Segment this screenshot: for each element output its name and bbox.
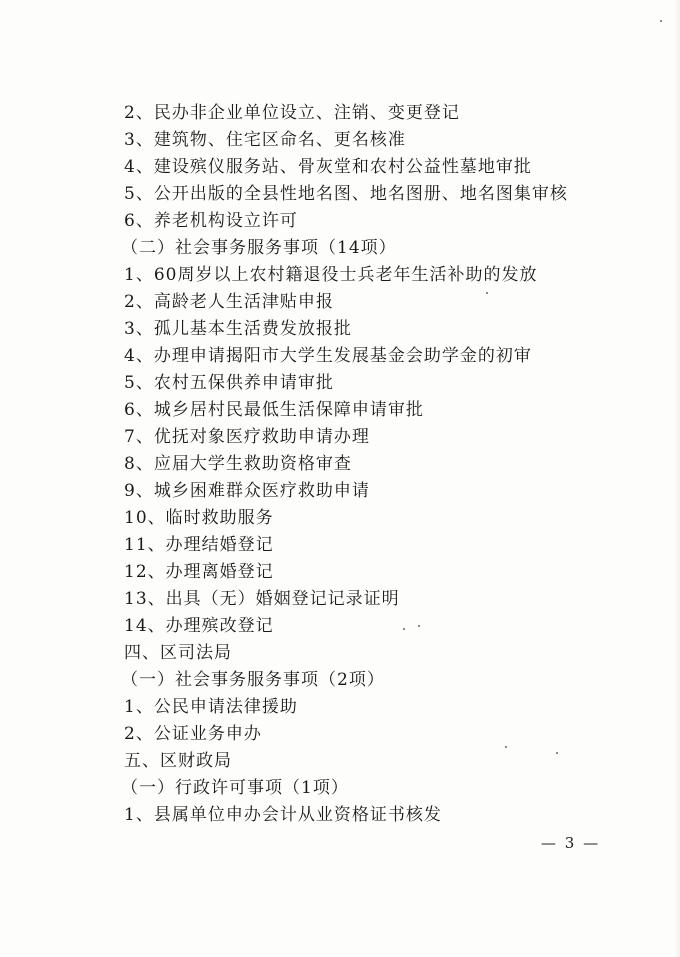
scan-speck — [486, 292, 488, 294]
scan-edge-shadow — [674, 0, 680, 957]
list-item: 2、高龄老人生活津贴申报 — [124, 292, 334, 312]
list-item: 5、公开出版的全县性地名图、地名图册、地名图集审核 — [124, 184, 568, 204]
list-item: 1、公民申请法律援助 — [124, 697, 298, 717]
section-heading: 四、区司法局 — [124, 643, 232, 663]
list-item: 6、养老机构设立许可 — [124, 211, 298, 231]
list-item: 2、民办非企业单位设立、注销、变更登记 — [124, 103, 460, 123]
page-number: — 3 — — [541, 834, 601, 852]
list-item: 3、孤儿基本生活费发放报批 — [124, 319, 352, 339]
list-item: 8、应届大学生救助资格审查 — [124, 454, 352, 474]
list-item: 10、临时救助服务 — [124, 508, 274, 528]
list-item: 9、城乡困难群众医疗救助申请 — [124, 481, 370, 501]
list-item: 12、办理离婚登记 — [124, 562, 274, 582]
list-item: 1、60周岁以上农村籍退役士兵老年生活补助的发放 — [124, 265, 538, 285]
section-heading: 五、区财政局 — [124, 751, 232, 771]
scan-speck — [505, 746, 507, 748]
scan-speck — [660, 20, 662, 22]
section-heading: （一）社会事务服务事项（2项） — [121, 670, 385, 690]
list-item: 4、办理申请揭阳市大学生发展基金会助学金的初审 — [124, 346, 532, 366]
list-item: 4、建设殡仪服务站、骨灰堂和农村公益性墓地审批 — [124, 157, 532, 177]
list-item: 13、出具（无）婚姻登记记录证明 — [124, 589, 400, 609]
list-item: 7、优抚对象医疗救助申请办理 — [124, 427, 370, 447]
list-item: 11、办理结婚登记 — [124, 535, 274, 555]
scan-speck — [403, 628, 405, 630]
list-item: 5、农村五保供养申请审批 — [124, 373, 334, 393]
section-heading: （一）行政许可事项（1项） — [121, 778, 349, 798]
list-item: 3、建筑物、住宅区命名、更名核准 — [124, 130, 406, 150]
scan-speck — [556, 752, 558, 754]
list-item: 6、城乡居村民最低生活保障申请审批 — [124, 400, 424, 420]
list-item: 14、办理殡改登记 — [124, 616, 274, 636]
section-heading: （二）社会事务服务事项（14项） — [121, 238, 397, 258]
list-item: 1、县属单位申办会计从业资格证书核发 — [124, 805, 442, 825]
scan-speck — [418, 625, 420, 627]
list-item: 2、公证业务申办 — [124, 724, 262, 744]
